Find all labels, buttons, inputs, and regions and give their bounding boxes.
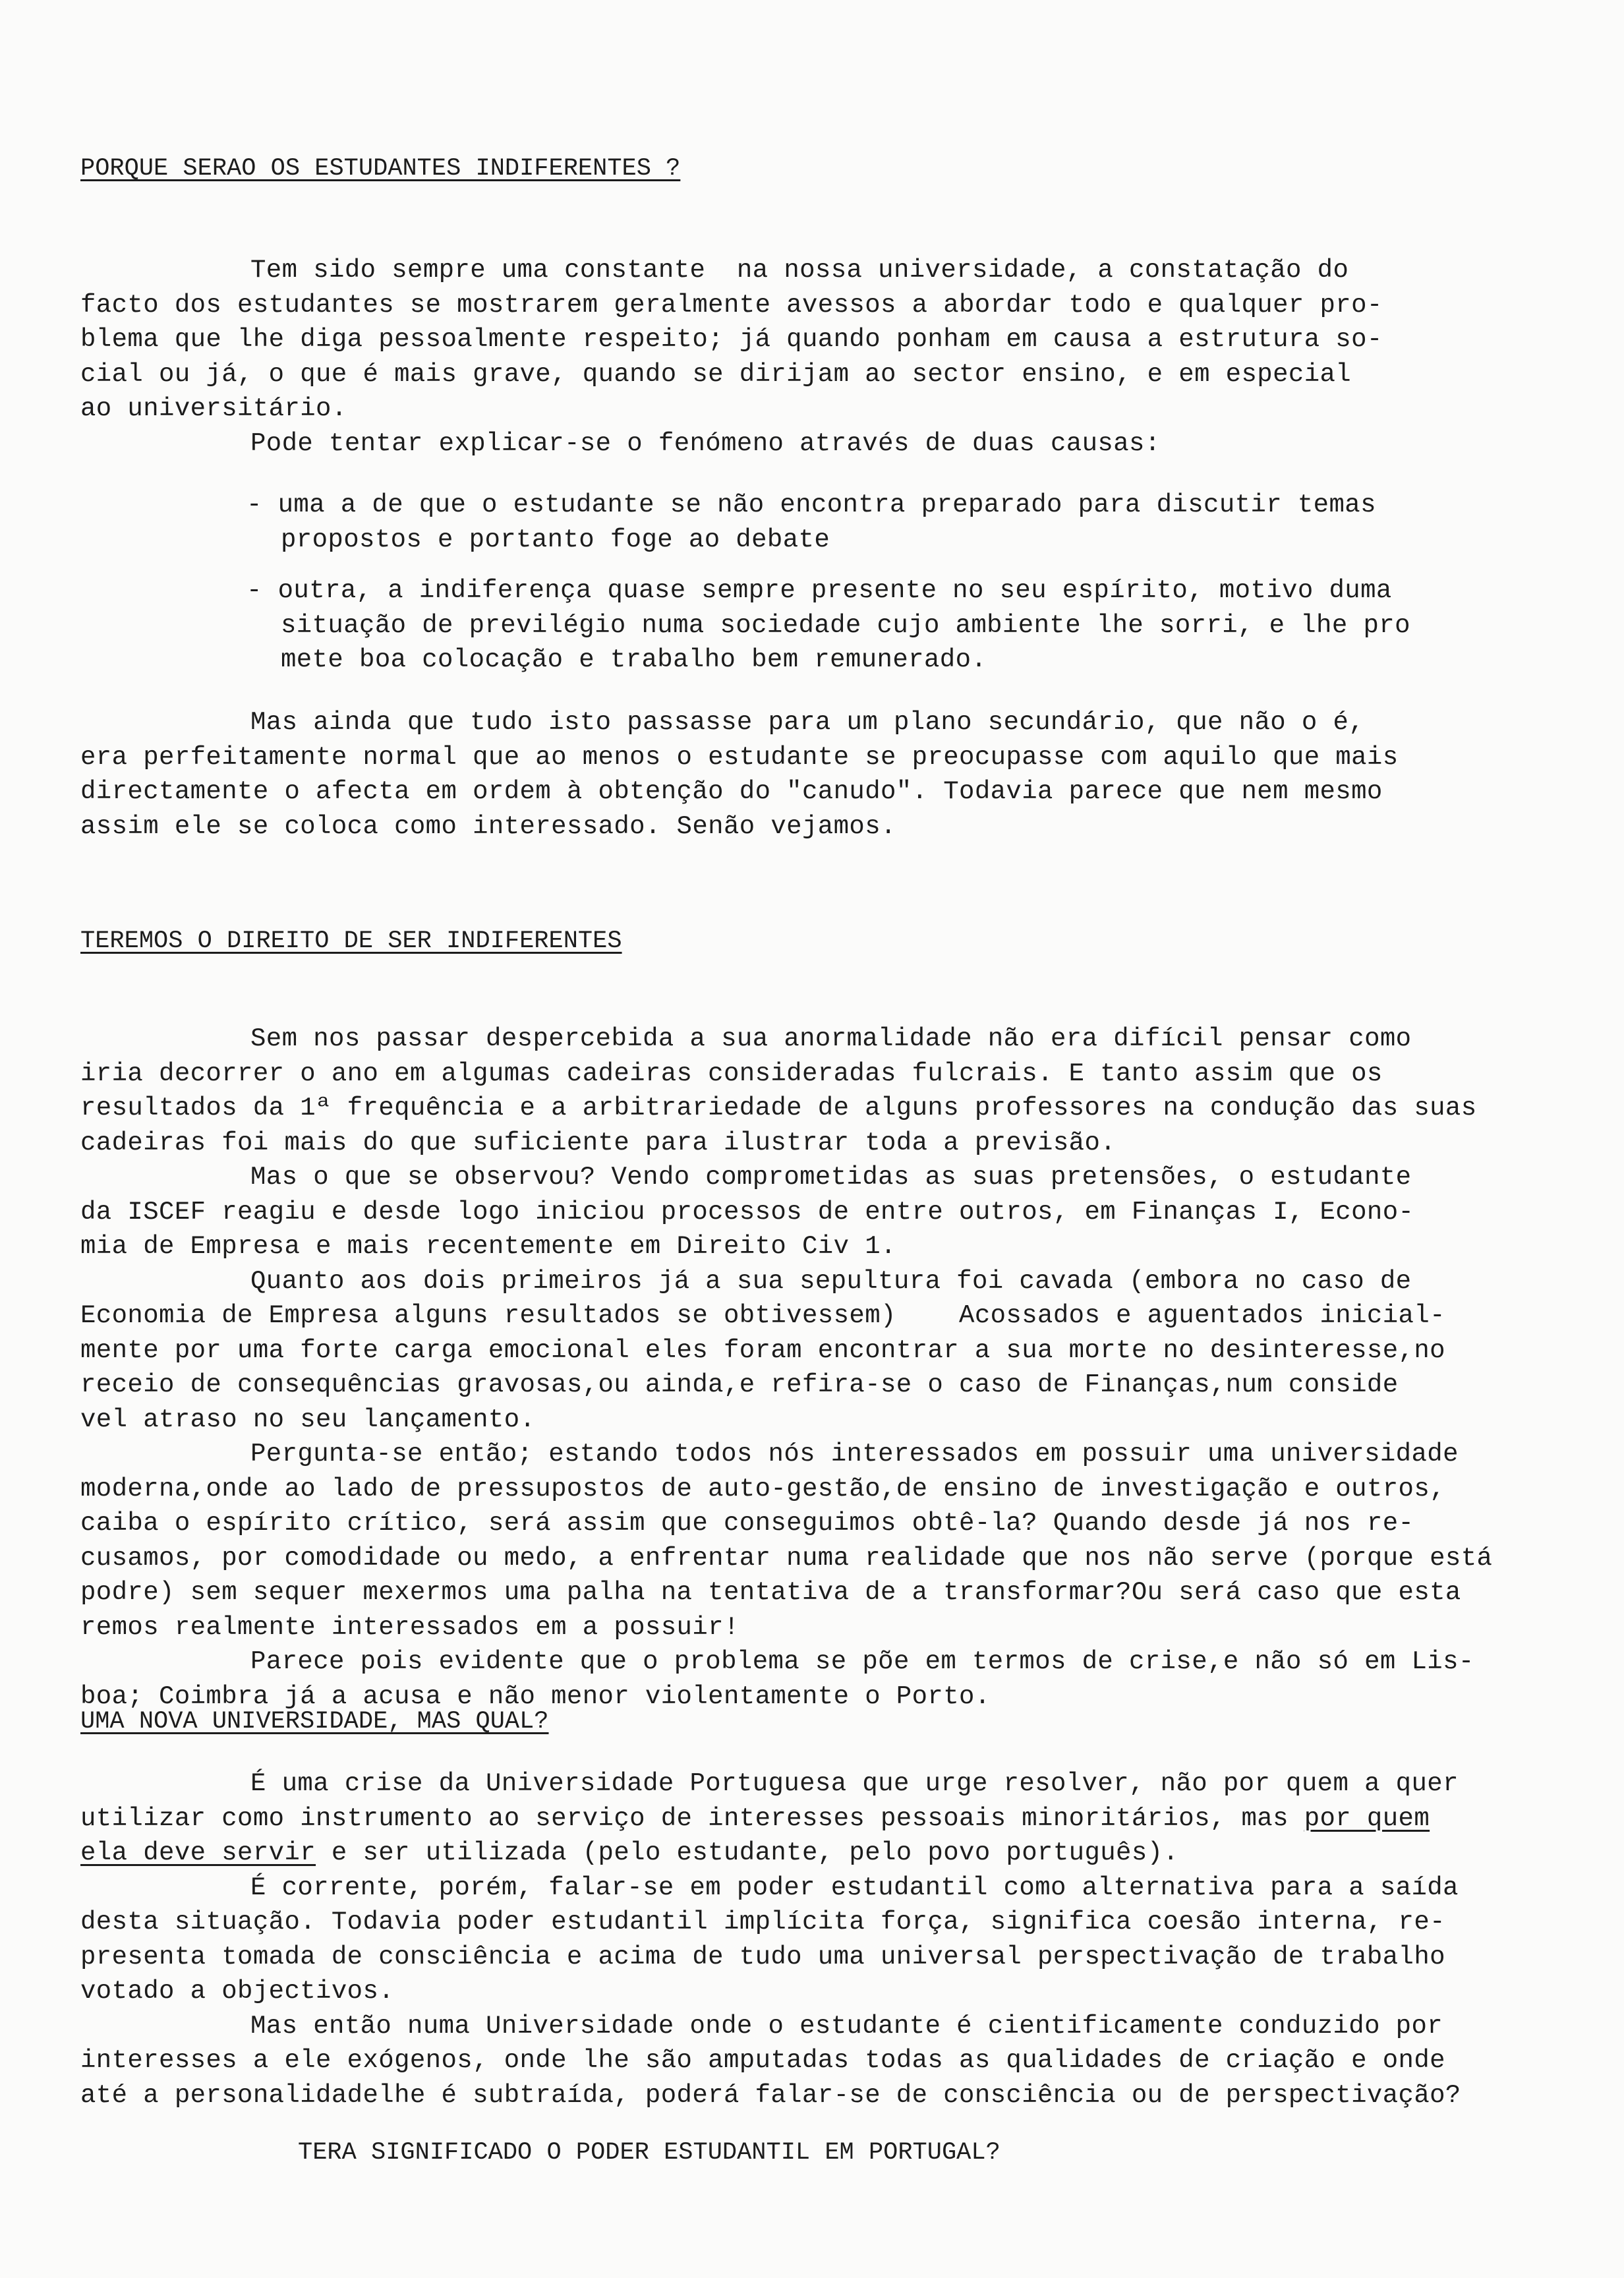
text-line: desta situação. Todavia poder estudantil implícita força, significa coesão interna, re-	[80, 1908, 1445, 1937]
text-line: cial ou já, o que é mais grave, quando se dirijam ao sector ensino, e em especial	[80, 359, 1352, 389]
text-line: iria decorrer o ano em algumas cadeiras consideradas fulcrais. E tanto assim que os	[80, 1059, 1383, 1088]
section-2-body	[80, 1022, 1550, 1714]
text-line: remos realmente interessados em a possuir!	[80, 1612, 740, 1642]
text-line: receio de consequências gravosas,ou ainda,e refira-se o caso de Finanças,num conside	[80, 1370, 1399, 1399]
text-line: mente por uma forte carga emocional eles foram encontrar a sua morte no desinteresse,no	[80, 1335, 1445, 1365]
causes-list	[80, 488, 1550, 557]
text-line	[80, 1801, 1550, 1836]
text-line: até a personalidadelhe é subtraída, poderá falar-se de consciência ou de perspectivação?	[80, 2080, 1461, 2110]
text-line: directamente o afecta em ordem à obtenção do "canudo". Todavia parece que nem mesmo	[80, 777, 1383, 806]
text-line: moderna,onde ao lado de pressupostos de auto-gestão,de ensino de investigação e outros,	[80, 1474, 1445, 1504]
text-fragment: utilizar como instrumento ao serviço de interesses pessoais minoritários, mas	[80, 1803, 1304, 1833]
text-line: cusamos, por comodidade ou medo, a enfrentar numa realidade que nos não serve (porque está	[80, 1543, 1493, 1573]
text-line: caiba o espírito crítico, será assim que conseguimos obtê-la? Quando desde já nos re-	[80, 1509, 1414, 1538]
text-line: votado a objectivos.	[80, 1977, 395, 2006]
list-item-continuation: situação de previlégio numa sociedade cujo ambiente lhe sorri, e lhe pro	[281, 610, 1410, 640]
text-line: era perfeitamente normal que ao menos o estudante se preocupasse com aquilo que mais	[80, 742, 1399, 772]
section-3-body	[80, 1767, 1550, 2113]
text-line: podre) sem sequer mexermos uma palha na tentativa de a transformar?Ou será caso que esta	[80, 1578, 1461, 1607]
text-line: Economia de Empresa alguns resultados se obtivessem) Acossados e aguentados inicial-	[80, 1301, 1445, 1330]
text-line: da ISCEF reagiu e desde logo iniciou processos de entre outros, em Finanças I, Econo-	[80, 1197, 1414, 1227]
text-line: Parece pois evidente que o problema se põe em termos de crise,e não só em Lis-	[250, 1647, 1474, 1676]
text-line: mia de Empresa e mais recentemente em Direito Civ 1.	[80, 1232, 896, 1261]
text-line: Mas ainda que tudo isto passasse para um plano secundário, que não o é,	[250, 708, 1365, 737]
text-line: vel atraso no seu lançamento.	[80, 1405, 536, 1434]
text-line: É uma crise da Universidade Portuguesa que urge resolver, não por quem a quer	[250, 1769, 1459, 1798]
list-item: - uma a de que o estudante se não encontra preparado para discutir temas	[246, 490, 1376, 519]
section-1-heading: PORQUE SERAO OS ESTUDANTES INDIFERENTES ?	[80, 155, 681, 183]
text-fragment: e ser utilizada (pelo estudante, pelo povo português).	[316, 1838, 1179, 1867]
text-line: interesses a ele exógenos, onde lhe são amputadas todas as qualidades de criação e onde	[80, 2046, 1445, 2075]
text-line: Quanto aos dois primeiros já a sua sepultura foi cavada (embora no caso de	[250, 1266, 1412, 1296]
text-line: facto dos estudantes se mostrarem geralmente avessos a abordar todo e qualquer pro-	[80, 290, 1383, 320]
closing-question: TERA SIGNIFICADO O PODER ESTUDANTIL EM PORTUGAL?	[298, 2139, 1000, 2167]
text-line: assim ele se coloca como interessado. Senão vejamos.	[80, 811, 896, 841]
causes-list-2	[80, 573, 1550, 678]
underlined-phrase: ela deve servir	[80, 1838, 316, 1867]
section-1-body	[80, 253, 1550, 461]
text-line: Mas o que se observou? Vendo comprometidas as suas pretensões, o estudante	[250, 1163, 1412, 1192]
text-line: Tem sido sempre uma constante na nossa universidade, a constatação do	[250, 256, 1349, 285]
section-2-heading: TEREMOS O DIREITO DE SER INDIFERENTES	[80, 927, 622, 955]
list-item: - outra, a indiferença quase sempre presente no seu espírito, motivo duma	[246, 576, 1392, 605]
text-line: presenta tomada de consciência e acima de tudo uma universal perspectivação de trabalho	[80, 1942, 1445, 1971]
section-3-heading: UMA NOVA UNIVERSIDADE, MAS QUAL?	[80, 1708, 549, 1736]
list-item-continuation: mete boa colocação e trabalho bem remunerado.	[281, 645, 987, 674]
text-line: resultados da 1ª frequência e a arbitrariedade de alguns professores na condução das suas	[80, 1094, 1477, 1123]
text-line: ao universitário.	[80, 394, 347, 423]
underlined-phrase: por quem	[1304, 1803, 1430, 1833]
text-line: Sem nos passar despercebida a sua anormalidade não era difícil pensar como	[250, 1024, 1412, 1053]
list-item-continuation: propostos e portanto foge ao debate	[281, 525, 830, 554]
text-line: Pode tentar explicar-se o fenómeno através de duas causas:	[250, 428, 1161, 458]
section-1-body-2	[80, 705, 1550, 844]
text-line: blema que lhe diga pessoalmente respeito; já quando ponham em causa a estrutura so-	[80, 325, 1383, 354]
text-line: É corrente, porém, falar-se em poder estudantil como alternativa para a saída	[250, 1873, 1459, 1902]
text-line: cadeiras foi mais do que suficiente para ilustrar toda a previsão.	[80, 1128, 1116, 1157]
text-line: boa; Coimbra já a acusa e não menor violentamente o Porto.	[80, 1681, 991, 1711]
text-line: Pergunta-se então; estando todos nós interessados em possuir uma universidade	[250, 1440, 1459, 1469]
text-line	[80, 1836, 1550, 1871]
text-line: Mas então numa Universidade onde o estudante é cientificamente conduzido por	[250, 2011, 1443, 2041]
